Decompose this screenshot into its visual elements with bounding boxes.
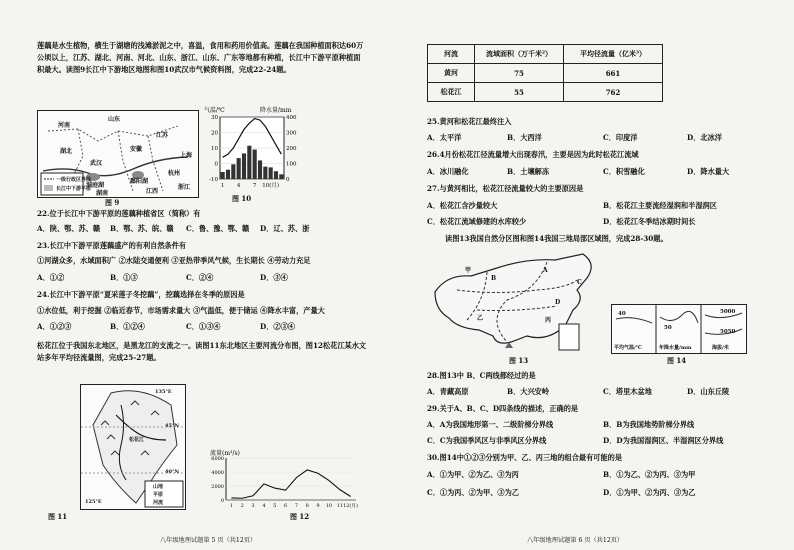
fig9-label-henan: 河南 xyxy=(58,122,71,129)
fig14-label-50: 50 xyxy=(664,325,672,331)
fig11-label-45n: 45°N xyxy=(165,423,180,429)
fig10-precip-bar xyxy=(269,167,273,179)
table-header: 河流 xyxy=(428,45,475,64)
fig13-label-bing: 丙 xyxy=(545,317,552,324)
river-table xyxy=(427,44,663,102)
fig11-legend-plain: 平原 xyxy=(153,492,164,498)
left-footer: 八年级地理试题第 5 页（共12页） xyxy=(160,537,257,544)
fig12-x-tick: 2 xyxy=(240,504,244,509)
fig14-three-regions xyxy=(611,304,747,354)
fig13-caption: 图 13 xyxy=(509,356,529,365)
q30-stem: 30.图14中①②③分别为甲、乙、丙三地的组合最有可能的是 xyxy=(427,453,623,462)
fig10-precip-bar xyxy=(279,174,283,179)
fig9-label-poyang: 鄱阳湖 xyxy=(130,178,149,185)
fig14-caption: 图 14 xyxy=(667,356,687,365)
fig9-label-dongting: 洞庭湖 xyxy=(86,182,105,189)
fig9-legend-border: 一级行政区界线 xyxy=(56,177,92,183)
fig12-y-tick: 0 xyxy=(220,498,224,504)
fig12-x-tick: 10 xyxy=(325,504,332,509)
fig10-left-tick: 10 xyxy=(211,146,218,152)
q27-option-a[interactable]: A．松花江含沙量较大 xyxy=(427,201,498,210)
fig10-left-tick: 0 xyxy=(214,161,218,168)
q23-option-c[interactable]: C．②④ xyxy=(186,273,214,282)
table-row xyxy=(428,64,663,83)
isohyet-1 xyxy=(660,311,698,323)
q25-option-c[interactable]: C．印度洋 xyxy=(603,133,638,142)
right-footer: 八年级地理试题第 6 页（共12页） xyxy=(527,537,624,544)
q29-option-d[interactable]: D．D为我国湿润区、半湿润区分界线 xyxy=(603,436,724,445)
q25-stem: 25.黄河和松花江最终注入 xyxy=(427,117,512,126)
table-cell: 松花江 xyxy=(428,83,475,102)
fig12-x-tick: 6 xyxy=(284,504,288,509)
fig11-label-40n: 40°N xyxy=(165,469,180,475)
fig10-precip-bar xyxy=(263,167,267,179)
q25-option-a[interactable]: A．太平洋 xyxy=(427,133,462,142)
fig13-label-d: D xyxy=(555,299,561,306)
table-cell: 661 xyxy=(564,64,663,83)
q22-option-c[interactable]: C．鲁、豫、鄂、赣 xyxy=(186,224,250,233)
q24-option-a[interactable]: A．①②③ xyxy=(37,322,72,331)
fig10-right-tick: 300 xyxy=(286,130,297,137)
fig12-x-tick: 3 xyxy=(251,504,255,509)
fig13-label-c: C xyxy=(577,279,582,286)
fig10-precip-bar xyxy=(226,170,230,179)
intro-lotus: 莲藕是水生植物，横生于湖塘的浅滩淤泥之中，喜温，食用和药用价值高。莲藕在我国种植面积达60万公顷以上，江苏、湖北、河南、河北、山东、浙江、山东、广东等地都有种植，长江中下游平原种植面积最大。读图9长江中下游地区地图和图10武汉市气候资料图，完成22-24题。 xyxy=(37,41,364,74)
q29-option-b[interactable]: B．B为我国地势阶梯分界线 xyxy=(603,420,695,429)
q22-option-d[interactable]: D．辽、苏、浙 xyxy=(260,224,310,233)
fig10-left-axis-label: 气温/℃ xyxy=(204,107,225,114)
q23-option-d[interactable]: D．③④ xyxy=(260,273,288,282)
q30-option-a[interactable]: A．①为甲、②为乙、③为丙 xyxy=(427,470,519,479)
q24-option-b[interactable]: B．①②④ xyxy=(110,322,145,331)
fig14-label-altitude: 海拔/米 xyxy=(712,345,729,351)
fig12-x-tick: 5 xyxy=(273,504,277,509)
q25-option-d[interactable]: D．北冰洋 xyxy=(687,133,722,142)
fig10-right-tick: 100 xyxy=(286,161,297,168)
table-header: 平均径流量（亿米³） xyxy=(564,45,663,64)
fig12-title: 流量(m³/s) xyxy=(210,450,240,457)
fig11-caption: 图 11 xyxy=(48,512,68,521)
fig11-legend-river: 河流 xyxy=(153,500,164,506)
table-header-row xyxy=(428,45,663,64)
q24-option-c[interactable]: C．①③④ xyxy=(186,322,221,331)
fig10-precip-bar xyxy=(231,164,235,179)
fig10-svg xyxy=(202,103,302,191)
fig9-label-shandong: 山东 xyxy=(108,116,121,123)
fig11-legend-mountain: 山地 xyxy=(153,484,164,490)
fig12-x-tick: 7 xyxy=(294,504,298,509)
fig9-label-hangzhou: 杭州 xyxy=(168,170,181,177)
fig13-svg xyxy=(427,250,607,354)
fig12-x-tick: 9 xyxy=(316,504,320,509)
q27-option-c[interactable]: C．松花江流域修建的水库较少 xyxy=(427,217,527,226)
q25-option-b[interactable]: B．大西洋 xyxy=(507,133,542,142)
fig12-svg xyxy=(208,448,360,512)
fig11-map xyxy=(80,384,186,510)
fig13-label-a: A xyxy=(543,267,548,274)
fig11-legend-box xyxy=(145,481,183,507)
intro-songhua: 松花江位于我国东北地区，是黑龙江的支流之一。读图11东北地区主要河流分布图，图12松花江某水文站多年平均径流量图，完成25-27题。 xyxy=(37,341,367,362)
fig9-label-hubei: 湖北 xyxy=(60,148,73,155)
fig12-y-tick: 4000 xyxy=(211,470,224,476)
fig9-label-wuhan: 武汉 xyxy=(90,160,103,167)
q28-option-b[interactable]: B．大兴安岭 xyxy=(507,387,550,396)
fig11-label-125e: 125°E xyxy=(85,499,102,505)
q23-items: ①河湖众多，水域面积广 ②水陆交通便利 ③亚热带季风气候，生长期长 ④劳动力充足 xyxy=(37,256,311,265)
fig12-x-tick: 8 xyxy=(305,504,309,509)
q27-stem: 27.与黄河相比，松花江径流量较大的主要原因是 xyxy=(427,184,584,193)
fig12-x-tick: 11 xyxy=(336,504,343,509)
fig9-caption: 图 9 xyxy=(105,198,120,207)
fig10-left-tick: 30 xyxy=(211,115,218,121)
fig9-label-hunan: 湖南 xyxy=(96,190,109,197)
fig10-x-tick: 4 xyxy=(236,183,241,189)
fig9-label-zhejiang: 浙江 xyxy=(178,184,191,191)
border-line-4 xyxy=(148,136,163,191)
q26-stem: 26.4月份松花江径流量增大出现春汛，主要是因为此时松花江流域 xyxy=(427,150,639,159)
q26-option-c[interactable]: C．积雪融化 xyxy=(603,167,645,176)
intro-fig13: 读图13我国自然分区图和图14我国三地局部区域图，完成28-30题。 xyxy=(445,234,668,243)
table-cell: 75 xyxy=(475,64,564,83)
fig10-precip-bar xyxy=(242,153,246,179)
q24-items: ①水位低，利于挖掘 ②临近春节，市场需求量大 ③气温低，便于储运 ④降水丰富，产量大 xyxy=(37,306,325,315)
q26-option-d[interactable]: D．降水量大 xyxy=(687,167,730,176)
fig12-flow-line xyxy=(231,470,350,498)
fig12-x-tick: 12(月) xyxy=(343,504,358,509)
fig10-x-tick: 7 xyxy=(252,183,257,189)
fig14-label-5000: 5000 xyxy=(720,309,736,315)
q24-stem: 24.长江中下游平原“夏采莲子冬挖藕”，挖藕选择在冬季的原因是 xyxy=(37,290,245,299)
q30-option-c[interactable]: C．①为丙、②为甲、③为乙 xyxy=(427,488,519,497)
legend-plain-mark xyxy=(44,185,53,191)
fig12-y-tick: 6000 xyxy=(211,456,224,462)
q26-option-a[interactable]: A．冰川融化 xyxy=(427,167,469,176)
fig10-left-tick: 20 xyxy=(211,130,218,137)
table-cell: 黄河 xyxy=(428,64,475,83)
table-cell: 762 xyxy=(564,83,663,102)
fig13-label-b: B xyxy=(491,275,497,282)
q22-stem: 22.位于长江中下游平原的莲藕种植省区（简称）有 xyxy=(37,209,201,218)
fig13-label-jia: 甲 xyxy=(465,267,472,274)
q30-option-d[interactable]: D．①为甲、②为丙、③为乙 xyxy=(603,488,696,497)
fig10-precip-bar xyxy=(253,150,257,179)
fig9-legend-plain: 长江中下游平原 xyxy=(56,186,92,192)
q26-option-b[interactable]: B．土壤解冻 xyxy=(507,167,550,176)
q22-option-a[interactable]: A．陕、鄂、苏、赣 xyxy=(37,224,101,233)
q22-option-b[interactable]: B．鄂、苏、皖、赣 xyxy=(110,224,174,233)
q27-option-b[interactable]: B．松花江主要流经湿润和半湿润区 xyxy=(603,201,717,210)
fig14-label-temp: 平均气温/℃ xyxy=(614,345,642,351)
fig12-caption: 图 12 xyxy=(290,512,310,521)
table-header: 流域面积（万千米²） xyxy=(475,45,564,64)
fig10-right-axis-label: 降水量/mm xyxy=(260,107,292,114)
q23-option-a[interactable]: A．①② xyxy=(37,273,65,282)
fig10-precip-bar xyxy=(221,172,225,179)
fig10-precip-bar xyxy=(237,158,241,179)
fig9-label-anhui: 安徽 xyxy=(130,146,143,153)
fig12-y-tick: 2000 xyxy=(211,484,224,490)
fig10-climate-chart xyxy=(202,103,302,191)
south-sea-inset xyxy=(559,324,579,350)
fig10-caption: 图 10 xyxy=(232,194,252,203)
fig10-right-tick: 0 xyxy=(286,177,290,183)
fig14-label-5050: 5050 xyxy=(720,329,736,335)
fig9-label-jiangsu: 江苏 xyxy=(156,132,169,139)
fig10-precip-bar xyxy=(247,146,251,179)
fig12-x-tick: 4 xyxy=(262,504,266,509)
fig10-precip-bar xyxy=(258,160,262,179)
fig9-label-shanghai: 上海 xyxy=(180,152,193,159)
q23-stem: 23.长江中下游平原莲藕盛产的有利自然条件有 xyxy=(37,241,187,250)
q28-stem: 28.图13中 B、C两线都经过的是 xyxy=(427,371,536,380)
q29-option-c[interactable]: C．C为我国季风区与非季风区分界线 xyxy=(427,436,547,445)
fig13-china-map xyxy=(427,250,607,354)
fig14-label-40: 40 xyxy=(618,311,626,317)
fig9-label-jiangxi: 江西 xyxy=(146,188,159,195)
q29-stem: 29.关于A、B、C、D四条线的描述，正确的是 xyxy=(427,404,579,413)
table-cell: 55 xyxy=(475,83,564,102)
fig14-label-precip: 年降水量/mm xyxy=(659,345,692,351)
fig11-label-songhua: 松花江 xyxy=(129,437,145,443)
fig10-x-tick: 10(月) xyxy=(262,183,280,189)
q28-option-c[interactable]: C．塔里木盆地 xyxy=(603,387,652,396)
q30-option-b[interactable]: B．①为乙、②为丙、③为甲 xyxy=(603,470,696,479)
q24-option-d[interactable]: D．②③④ xyxy=(260,322,295,331)
fig9-map xyxy=(37,110,199,198)
q23-option-b[interactable]: B．①③ xyxy=(110,273,138,282)
fig10-right-tick: 200 xyxy=(286,146,297,152)
fig10-right-tick: 400 xyxy=(286,115,297,121)
fig11-svg xyxy=(81,385,185,509)
table-row xyxy=(428,83,663,102)
fig11-label-135e: 135°E xyxy=(155,389,172,395)
fig10-x-tick: 1 xyxy=(220,183,225,189)
fig10-left-tick: -10 xyxy=(209,177,218,183)
q27-option-d[interactable]: D．松花江冬季结冰期时间长 xyxy=(603,217,696,226)
fig13-label-yi: 乙 xyxy=(477,315,484,322)
q28-option-d[interactable]: D．山东丘陵 xyxy=(687,387,730,396)
fig12-x-tick: 1 xyxy=(229,504,233,509)
q28-option-a[interactable]: A．青藏高原 xyxy=(427,387,469,396)
fig12-flow-chart xyxy=(208,448,360,512)
right-page xyxy=(397,0,794,550)
fig10-precip-bar xyxy=(274,171,278,179)
q29-option-a[interactable]: A．A为我国地形第一、二级阶梯分界线 xyxy=(427,420,554,429)
